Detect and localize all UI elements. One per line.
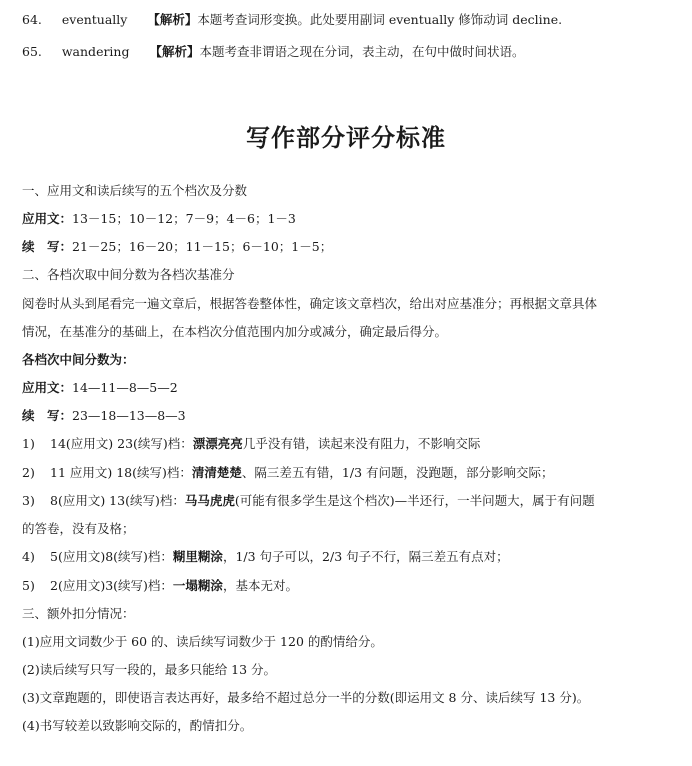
deduction-item: (2)读后续写只写一段的，最多只能给 13 分。 (22, 662, 277, 677)
answer-number: 65. (22, 44, 42, 59)
answer-word: eventually (61, 12, 128, 27)
analysis-tag: 【解析】 (149, 44, 200, 59)
deduction-item: (3)文章跑题的，即使语言表达再好，最多给不超过总分一半的分数(即运用文 8 分、读后续写 13 分)。 (22, 690, 590, 705)
level-number: 4) (22, 549, 35, 564)
answer-number: 64. (22, 12, 42, 27)
level-keyword: 马马虎虎 (184, 493, 235, 508)
level-post: ，基本无对。 (222, 578, 298, 593)
section2-applied (22, 380, 178, 396)
level-pre: 11 应用文) 18(续写)档： (50, 465, 192, 480)
section1-continuation (22, 239, 332, 255)
page-title: 写作部分评分标准 (246, 124, 446, 152)
answer-word: wandering (61, 44, 130, 59)
level-post: 、隔三差五有错，1/3 有问题，没跑题，部分影响交际； (241, 465, 554, 480)
section2-paragraph-line1: 阅卷时从头到尾看完一遍文章后，根据答卷整体性，确定该文章档次，给出对应基准分；再根据文章具体 (22, 296, 598, 311)
deduction-item: (4)书写较差以致影响交际的，酌情扣分。 (22, 718, 253, 733)
level-pre: 8(应用文) 13(续写)档： (50, 493, 185, 508)
level-3-continuation: 的答卷，没有及格； (22, 521, 135, 536)
level-post: 几乎没有错，读起来没有阻力，不影响交际 (242, 436, 481, 451)
level-item (22, 465, 554, 481)
section2-continuation (22, 408, 186, 424)
applied-label: 应用文： (22, 380, 73, 395)
section2-paragraph-line2: 情况，在基准分的基础上，在本档次分值范围内加分或减分，确定最后得分。 (22, 324, 448, 339)
mid-score-heading: 各档次中间分数为： (22, 352, 135, 367)
applied-scores: 13－15；10－12；7－9；4－6；1－3 (72, 211, 296, 226)
continuation-label: 续 写： (22, 239, 73, 254)
level-keyword: 漂漂亮亮 (192, 436, 243, 451)
applied-mid-scores: 14—11—8—5—2 (72, 380, 178, 395)
level-number: 1) (22, 436, 35, 451)
continuation-scores: 21－25；16－20；11－15；6－10；1－5； (72, 239, 333, 254)
level-keyword: 一塌糊涂 (172, 578, 223, 593)
answer-64 (22, 12, 562, 28)
analysis-text: 本题考查词形变换。此处要用副词 eventually 修饰动词 decline. (197, 12, 563, 27)
continuation-mid-scores: 23—18—13—8—3 (72, 408, 186, 423)
level-item (22, 436, 480, 452)
level-pre: 5(应用文)8(续写)档： (50, 549, 173, 564)
section2-heading: 二、各档次取中间分数为各档次基准分 (22, 267, 235, 282)
analysis-text: 本题考查非谓语之现在分词，表主动，在句中做时间状语。 (199, 44, 525, 59)
level-keyword: 糊里糊涂 (172, 549, 223, 564)
section1-heading: 一、应用文和读后续写的五个档次及分数 (22, 183, 248, 198)
level-number: 3) (22, 493, 35, 508)
level-item (22, 493, 595, 509)
level-post: (可能有很多学生是这个档次)—半还行，一半问题大，属于有问题 (234, 493, 595, 508)
level-pre: 14(应用文) 23(续写)档： (50, 436, 193, 451)
section3-heading: 三、额外扣分情况： (22, 606, 135, 621)
level-number: 5) (22, 578, 35, 593)
answer-65 (22, 44, 525, 60)
level-item (22, 549, 509, 565)
level-post: ，1/3 句子可以，2/3 句子不行，隔三差五有点对； (222, 549, 509, 564)
level-number: 2) (22, 465, 35, 480)
applied-label: 应用文： (22, 211, 73, 226)
level-item (22, 578, 298, 594)
section1-applied (22, 211, 296, 227)
deduction-item: (1)应用文词数少于 60 的、读后续写词数少于 120 的酌情给分。 (22, 634, 383, 649)
continuation-label: 续 写： (22, 408, 73, 423)
level-pre: 2(应用文)3(续写)档： (50, 578, 173, 593)
level-keyword: 清清楚楚 (191, 465, 242, 480)
analysis-tag: 【解析】 (147, 12, 198, 27)
